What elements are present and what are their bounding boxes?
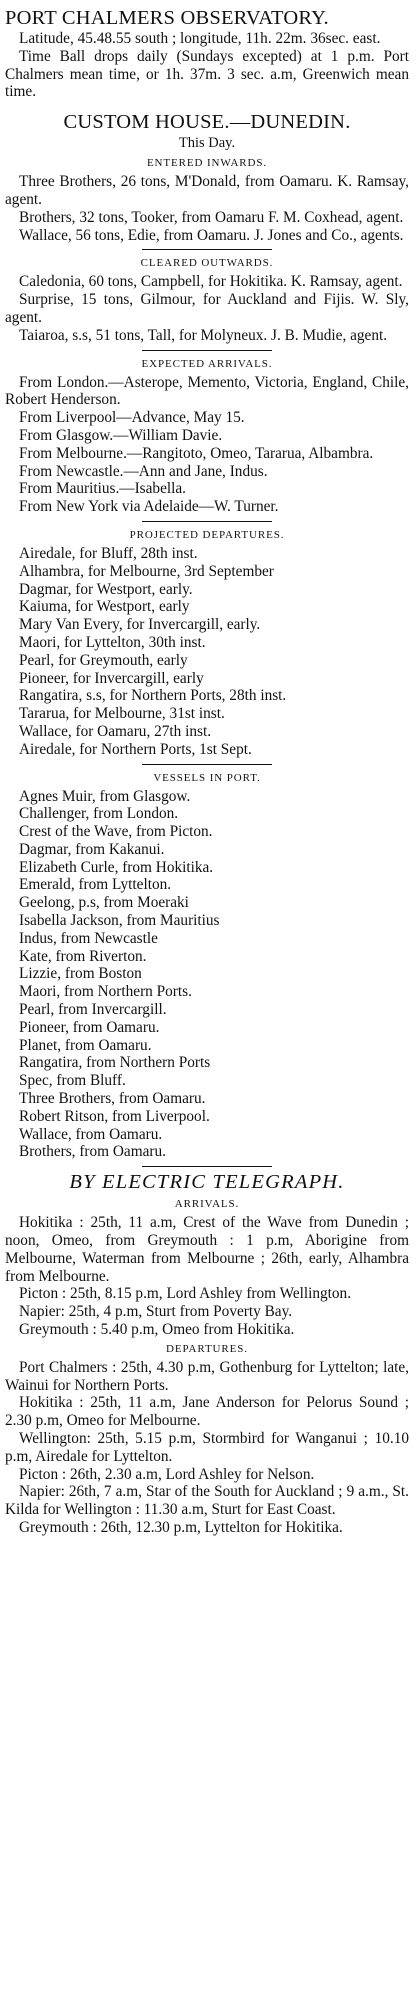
projected-departure-line: Pearl, for Greymouth, early [19,651,188,669]
entered-inwards-list [5,173,409,244]
vessel-in-port-line: Dagmar, from Kakanui. [19,840,165,858]
section-divider [142,764,272,765]
vessel-in-port-line: Spec, from Bluff. [19,1072,126,1090]
vessel-in-port-line: Rangatira, from Northern Ports [19,1054,211,1072]
telegraph-arrival-entry: Napier: 25th, 4 p.m, Sturt from Poverty Bay. [19,1303,293,1321]
vessel-in-port-line: Indus, from Newcastle [19,929,158,947]
expected-arrivals-heading: EXPECTED ARRIVALS. [141,357,273,370]
entered-inwards-entry: Brothers, 32 tons, Tooker, from Oamaru F. M. Coxhead, agent. [19,208,404,226]
telegraph-departure-entry: Wellington: 25th, 5.15 p.m, Stormbird for Wanganui ; 10.10 p.m, Airedale for Lyttelton. [5,1430,409,1465]
telegraph-departures-list [5,1359,409,1537]
telegraph-departure-entry: Port Chalmers : 25th, 4.30 p.m, Gothenburg for Lyttelton; late, Wainui for Northern Ports. [5,1358,409,1394]
vessel-in-port-line: Robert Ritson, from Liverpool. [19,1107,210,1125]
projected-departures-list [5,545,409,759]
telegraph-departures-heading: DEPARTURES. [166,1342,248,1355]
section-divider [142,249,272,250]
cleared-outwards-entry: Caledonia, 60 tons, Campbell, for Hokitika. K. Ramsay, agent. [19,273,403,291]
projected-departures-heading: PROJECTED DEPARTURES. [129,528,285,541]
vessels-in-port-heading: VESSELS IN PORT. [153,771,261,784]
projected-departure-line: Mary Van Every, for Invercargill, early. [19,616,261,634]
vessel-in-port-line: Isabella Jackson, from Mauritius [19,912,220,930]
cleared-outwards-list [5,273,409,344]
projected-departure-line: Dagmar, for Westport, early. [19,580,193,598]
observatory-paragraph: Time Ball drops daily (Sundays excepted) at 1 p.m. Port Chalmers mean time, or 1h. 37m. 3 sec. a.m, Greenwich mean time. [5,47,409,101]
section-divider [142,521,272,522]
section-divider [142,350,272,351]
vessel-in-port-line: Lizzie, from Boston [19,965,142,983]
section-divider [142,1166,272,1167]
expected-arrivals-entry: From Liverpool—Advance, May 15. [19,409,245,427]
telegraph-departure-entry: Napier: 26th, 7 a.m, Star of the South for Auckland ; 9 a.m., St. Kilda for Wellington : 11.30 a.m, Sturt for East Coast. [5,1483,409,1519]
observatory-paragraphs [5,30,409,101]
telegraph-arrivals-list [5,1214,409,1339]
expected-arrivals-entry: From London.—Asterope, Memento, Victoria, England, Chile, Robert Henderson. [5,373,409,409]
projected-departure-line: Maori, for Lyttelton, 30th inst. [19,633,206,651]
cleared-outwards-heading: CLEARED OUTWARDS. [140,257,274,270]
custom-house-subtitle: This Day. [178,135,236,152]
expected-arrivals-entry: From Glasgow.—William Davie. [19,426,223,444]
projected-departure-line: Pioneer, for Invercargill, early [19,669,204,687]
vessel-in-port-line: Brothers, from Oamaru. [19,1143,166,1161]
cleared-outwards-entry: Surprise, 15 tons, Gilmour, for Auckland and Fijis. W. Sly, agent. [5,291,409,326]
telegraph-arrival-entry: Hokitika : 25th, 11 a.m, Crest of the Wave from Dunedin ; noon, Omeo, from Greymouth : 1 p.m, Aborigine from Melbourne, Waterman from Melbourne ; 26th, early, Alhambra from Melbourne. [5,1214,409,1285]
observatory-paragraph: Latitude, 45.48.55 south ; longitude, 11h. 22m. 36sec. east. [19,30,381,47]
expected-arrivals-entry: From Newcastle.—Ann and Jane, Indus. [19,462,268,480]
telegraph-title: BY ELECTRIC TELEGRAPH. [69,1171,345,1194]
telegraph-arrival-entry: Picton : 25th, 8.15 p.m, Lord Ashley from Wellington. [19,1285,352,1303]
expected-arrivals-entry: From Mauritius.—Isabella. [19,480,186,498]
entered-inwards-entry: Wallace, 56 tons, Edie, from Oamaru. J. Jones and Co., agents. [19,226,404,244]
vessel-in-port-line: Emerald, from Lyttelton. [19,876,172,894]
vessel-in-port-line: Crest of the Wave, from Picton. [19,823,213,841]
telegraph-departure-entry: Picton : 26th, 2.30 a.m, Lord Ashley for Nelson. [19,1465,315,1483]
observatory-title: PORT CHALMERS OBSERVATORY. [5,7,329,29]
custom-house-title: CUSTOM HOUSE.—DUNEDIN. [63,111,351,134]
expected-arrivals-entry: From Melbourne.—Rangitoto, Omeo, Tararua, Albambra. [19,444,374,462]
vessel-in-port-line: Kate, from Riverton. [19,947,147,965]
expected-arrivals-list [5,374,409,516]
vessel-in-port-line: Elizabeth Curle, from Hokitika. [19,858,214,876]
projected-departure-line: Alhambra, for Melbourne, 3rd September [19,562,274,580]
projected-departure-line: Tararua, for Melbourne, 31st inst. [19,705,225,723]
vessel-in-port-line: Pioneer, from Oamaru. [19,1018,160,1036]
projected-departure-line: Airedale, for Bluff, 28th inst. [19,544,198,562]
vessels-in-port-list [5,788,409,1162]
vessel-in-port-line: Agnes Muir, from Glasgow. [19,787,191,805]
vessel-in-port-line: Planet, from Oamaru. [19,1036,152,1054]
telegraph-departure-entry: Hokitika : 25th, 11 a.m, Jane Anderson for Pelorus Sound ; 2.30 p.m, Omeo for Melbourne. [5,1394,409,1430]
vessel-in-port-line: Geelong, p.s, from Moeraki [19,894,189,912]
telegraph-arrival-entry: Greymouth : 5.40 p.m, Omeo from Hokitika. [19,1321,295,1339]
vessel-in-port-line: Challenger, from London. [19,805,179,823]
expected-arrivals-entry: From New York via Adelaide—W. Turner. [19,498,279,516]
projected-departure-line: Rangatira, s.s, for Northern Ports, 28th inst. [19,687,287,705]
entered-inwards-heading: ENTERED INWARDS. [146,157,268,170]
telegraph-arrivals-heading: ARRIVALS. [174,1198,240,1211]
vessel-in-port-line: Wallace, from Oamaru. [19,1125,163,1143]
vessel-in-port-line: Three Brothers, from Oamaru. [19,1090,206,1108]
cleared-outwards-entry: Taiaroa, s.s, 51 tons, Tall, for Molyneux. J. B. Mudie, agent. [19,326,388,344]
projected-departure-line: Airedale, for Northern Ports, 1st Sept. [19,740,252,758]
telegraph-departure-entry: Greymouth : 26th, 12.30 p.m, Lyttelton for Hokitika. [19,1518,343,1536]
vessel-in-port-line: Pearl, from Invercargill. [19,1001,167,1019]
vessel-in-port-line: Maori, from Northern Ports. [19,983,192,1001]
projected-departure-line: Wallace, for Oamaru, 27th inst. [19,722,212,740]
entered-inwards-entry: Three Brothers, 26 tons, M'Donald, from Oamaru. K. Ramsay, agent. [5,173,409,208]
projected-departure-line: Kaiuma, for Westport, early [19,598,190,616]
